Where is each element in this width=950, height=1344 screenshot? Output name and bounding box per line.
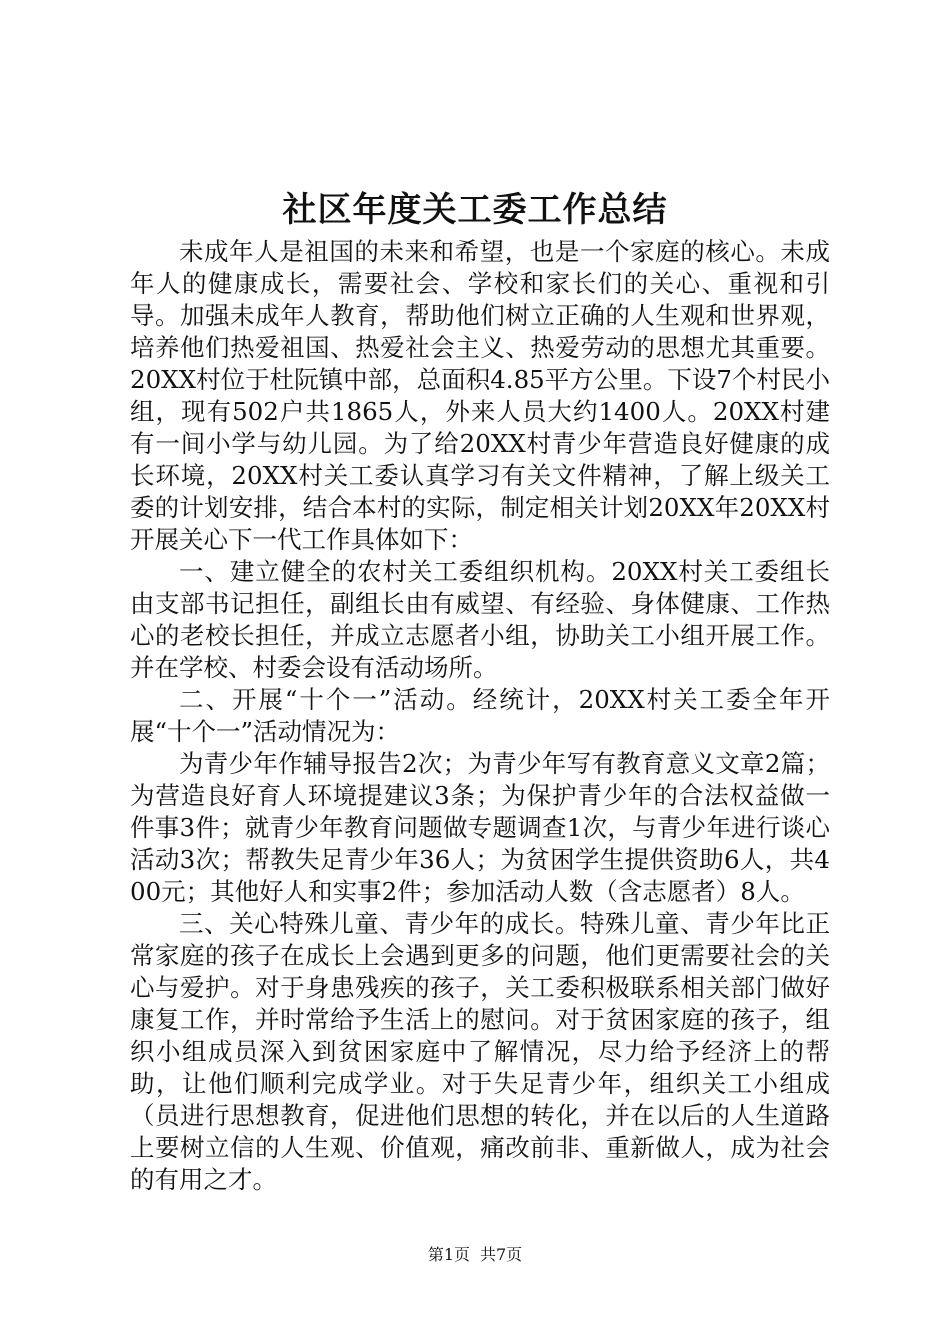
document-title: 社区年度关工委工作总结 bbox=[282, 190, 668, 230]
paragraph-section-1: 一、建立健全的农村关工委组织机构。20XX村关工委组长由支部书记担任，副组长由有威望、有经验、身体健康、工作热心的老校长担任，并成立志愿者小组，协助关工小组开展工作。并在学校、村委会设有活动场所。 bbox=[130, 557, 830, 682]
paragraph-activities: 为青少年作辅导报告2次；为青少年写有教育意义文章2篇；为营造良好育人环境提建议3条；为保护青少年的合法权益做一件事3件；就青少年教育问题做专题调查1次，与青少年进行谈心活动3次；帮教失足青少年36人；为贫困学生提供资助6人，共400元；其他好人和实事2件；参加活动人数（含志愿者）8人。 bbox=[130, 749, 830, 906]
document-body bbox=[130, 236, 830, 1196]
paragraph-section-2: 二、开展“十个一”活动。经统计，20XX村关工委全年开展“十个一”活动情况为： bbox=[130, 685, 830, 746]
page-total: 共7页 bbox=[480, 1245, 523, 1264]
paragraph-section-3: 三、关心特殊儿童、青少年的成长。特殊儿童、青少年比正常家庭的孩子在成长上会遇到更多的问题，他们更需要社会的关心与爱护。对于身患残疾的孩子，关工委积极联系相关部门做好康复工作，并时常给予生活上的慰问。对于贫困家庭的孩子，组织小组成员深入到贫困家庭中了解情况，尽力给予经济上的帮助，让他们顺利完成学业。对于失足青少年，组织关工小组成（员进行思想教育，促进他们思想的转化，并在以后的人生道路上要树立信的人生观、价值观，痛改前非、重新做人，成为社会的有用之才。 bbox=[130, 909, 830, 1194]
page-footer bbox=[0, 1244, 950, 1266]
paragraph-intro: 未成年人是祖国的未来和希望，也是一个家庭的核心。未成年人的健康成长，需要社会、学校和家长们的关心、重视和引导。加强未成年人教育，帮助他们树立正确的人生观和世界观，培养他们热爱祖国、热爱社会主义、热爱劳动的思想尤其重要。20XX村位于杜阮镇中部，总面积4.85平方公里。下设7个村民小组，现有502户共1865人，外来人员大约1400人。20XX村建有一间小学与幼儿园。为了给20XX村青少年营造良好健康的成长环境，20XX村关工委认真学习有关文件精神，了解上级关工委的计划安排，结合本村的实际，制定相关计划20XX年20XX村开展关心下一代工作具体如下： bbox=[130, 237, 830, 554]
page-number: 第1页 bbox=[427, 1245, 470, 1264]
